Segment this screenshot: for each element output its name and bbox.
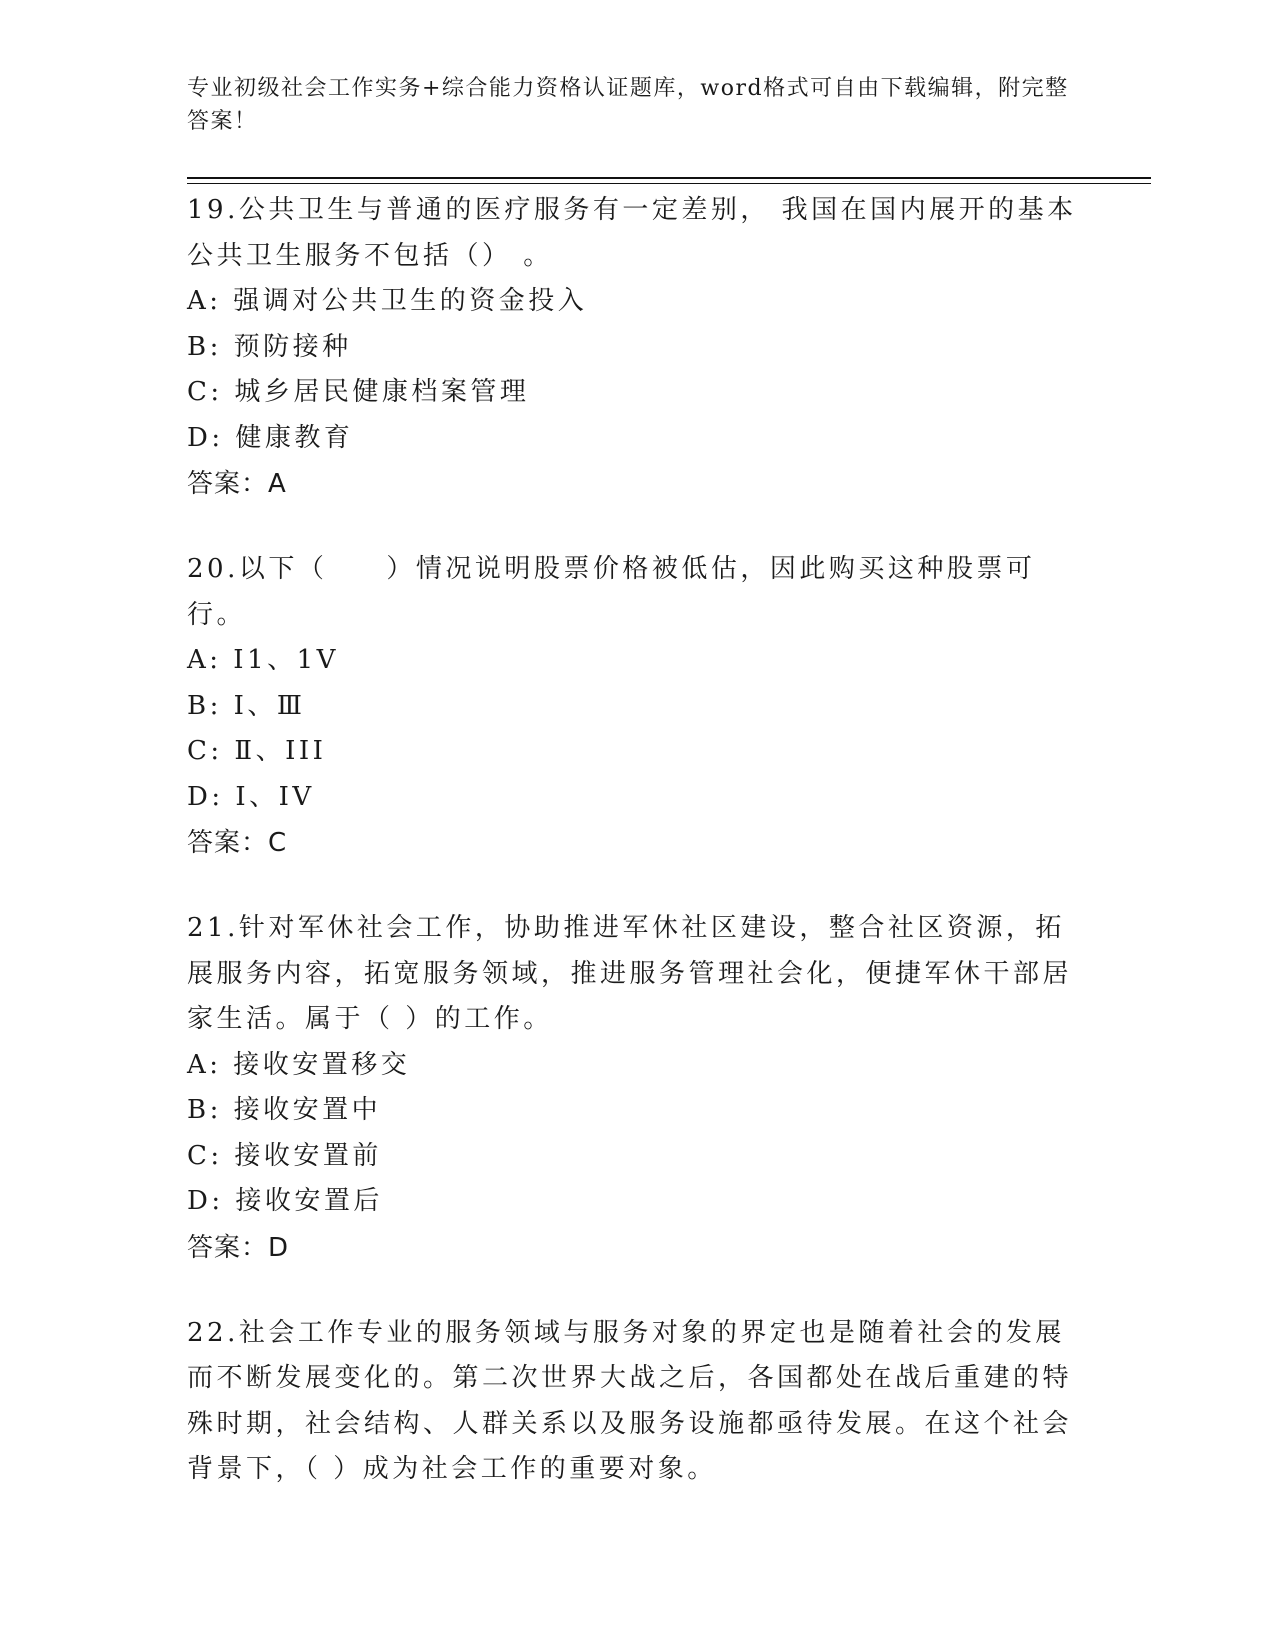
option-d: D: 接收安置后 xyxy=(187,1186,383,1216)
question-19 xyxy=(187,188,1087,507)
option-b: B: 接收安置中 xyxy=(187,1095,382,1125)
option-a: A: 强调对公共卫生的资金投入 xyxy=(187,286,588,316)
answer-line: 答案：D xyxy=(187,1232,290,1263)
question-stem: 20.以下（ ）情况说明股票价格被低估，因此购买这种股票可行。 xyxy=(187,554,1036,630)
question-stem: 21.针对军休社会工作，协助推进军休社区建设，整合社区资源，拓展服务内容，拓宽服务领域，推进服务管理社会化，便捷军休干部居家生活。属于（ ）的工作。 xyxy=(187,913,1073,1034)
question-22 xyxy=(187,1311,1087,1493)
answer-line: 答案：C xyxy=(187,828,288,858)
option-b: B: 预防接种 xyxy=(187,331,352,362)
option-c: C: 接收安置前 xyxy=(187,1140,382,1171)
option-c: C: 城乡居民健康档案管理 xyxy=(187,377,530,407)
header-divider-thick xyxy=(187,177,1151,179)
option-b: B: I、Ⅲ xyxy=(187,690,306,721)
question-21 xyxy=(187,906,1087,1271)
question-list xyxy=(187,188,1087,1533)
header-divider-thin xyxy=(187,183,1151,184)
question-stem: 22.社会工作专业的服务领域与服务对象的界定也是随着社会的发展而不断发展变化的。第二次世界大战之后，各国都处在战后重建的特殊时期，社会结构、人群关系以及服务设施都亟待发展。在这个社会背景下，（ ）成为社会工作的重要对象。 xyxy=(187,1317,1073,1484)
option-d: D: I、IV xyxy=(187,781,315,812)
option-c: C: Ⅱ、III xyxy=(187,736,327,766)
option-a: A: I1、1V xyxy=(187,645,339,675)
document-header: 专业初级社会工作实务+综合能力资格认证题库，word格式可自由下载编辑，附完整答案！ xyxy=(187,76,1069,134)
answer-line: 答案：A xyxy=(187,469,287,499)
question-20 xyxy=(187,547,1087,866)
option-d: D: 健康教育 xyxy=(187,422,354,453)
question-stem: 19.公共卫生与普通的医疗服务有一定差别， 我国在国内展开的基本公共卫生服务不包括（） 。 xyxy=(187,195,1077,271)
option-a: A: 接收安置移交 xyxy=(187,1049,411,1080)
